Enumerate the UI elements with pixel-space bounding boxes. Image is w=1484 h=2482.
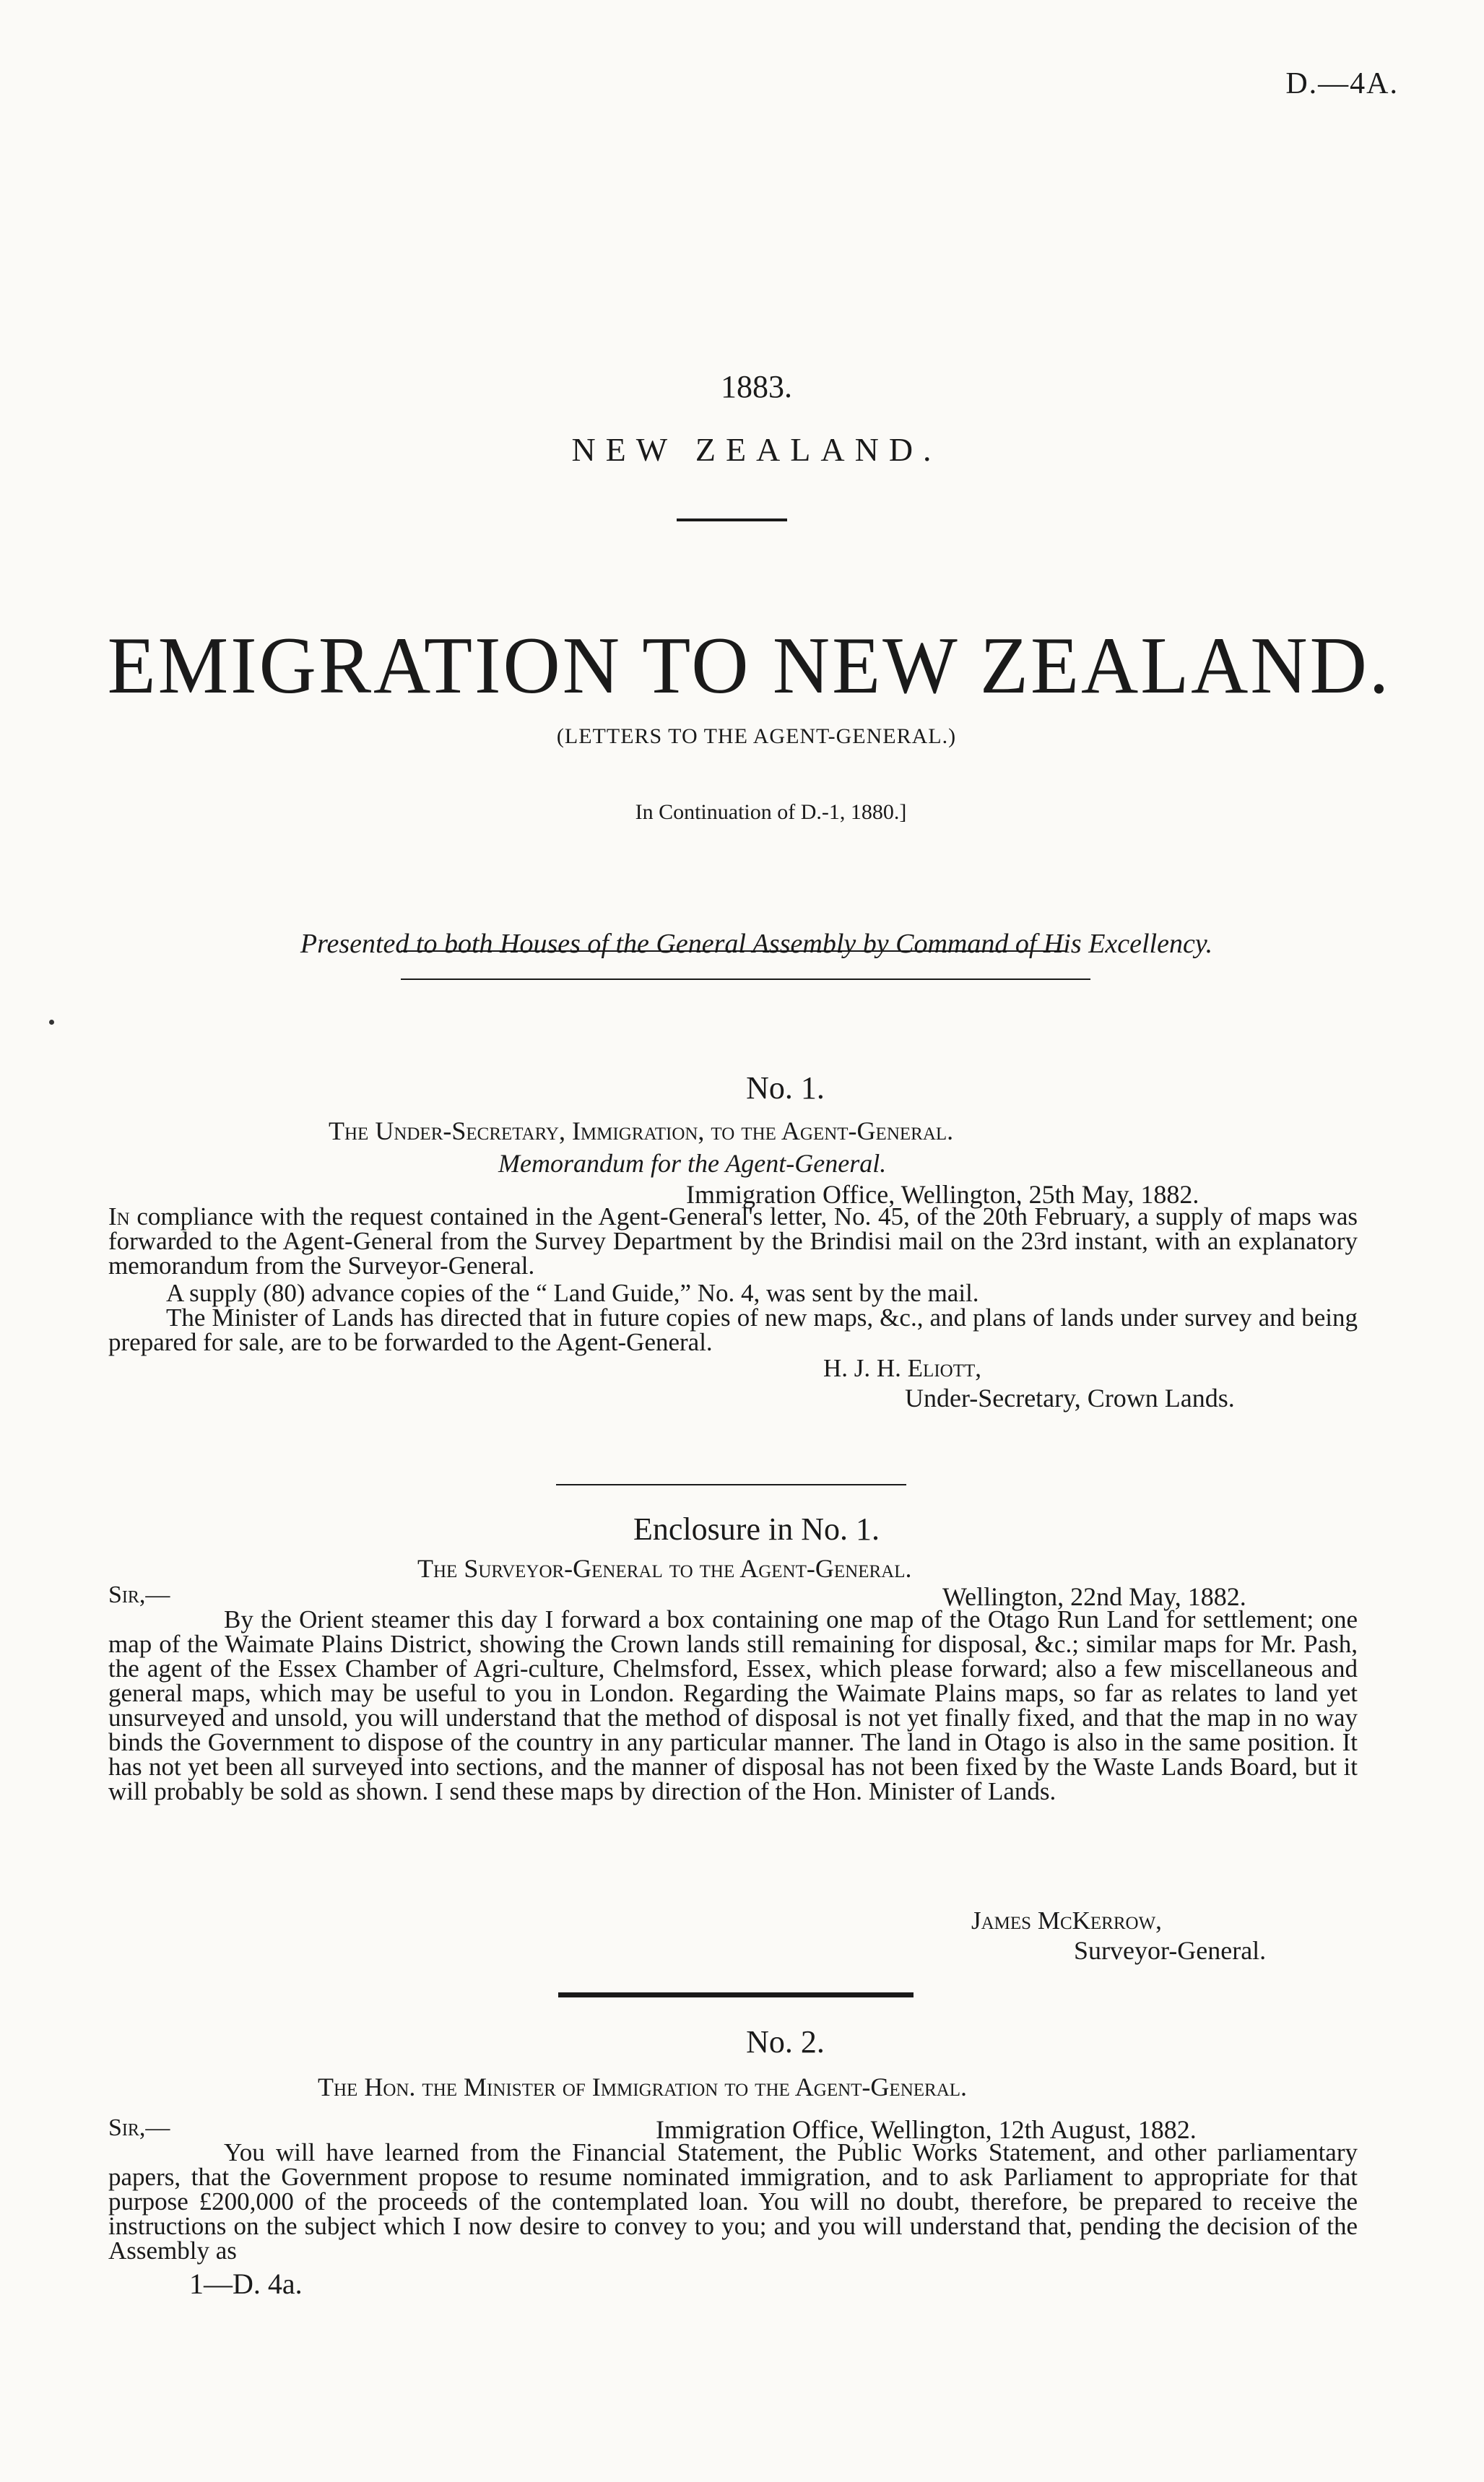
presented-statement: Presented to both Houses of the General Assembly by Command of His Excellency. xyxy=(300,929,1213,959)
document-subtitle: (LETTERS TO THE AGENT-GENERAL.) xyxy=(556,724,957,748)
letter-1-paragraph-2: A supply (80) advance copies of the “ Land Guide,” No. 4, was sent by the mail. xyxy=(166,1279,979,1307)
drop-word: In xyxy=(108,1202,130,1231)
year: 1883. xyxy=(721,369,792,404)
letter-2-salutation: Sir,— xyxy=(108,2114,170,2141)
letter-1-paragraph-1-text: compliance with the request contained in the Agent-General's letter, No. 45, of the 20th February, a supply of maps was forwarded to the Agent-General from the Survey Department by the Brindisi mail on the 23rd instant, with an explanatory memorandum from the Surveyor-General. xyxy=(108,1202,1358,1280)
speck xyxy=(49,1020,54,1025)
enclosure-from-to: The Surveyor-General to the Agent-General. xyxy=(417,1554,912,1583)
short-rule xyxy=(677,518,787,521)
letter-2-number: No. 2. xyxy=(746,2024,825,2060)
enclosure-signature-name: James McKerrow, xyxy=(971,1906,1162,1935)
country-heading: NEW ZEALAND. xyxy=(571,431,942,468)
continuation-note: In Continuation of D.-1, 1880.] xyxy=(635,800,907,824)
enclosure-salutation: Sir,— xyxy=(108,1581,170,1608)
letter-1-number: No. 1. xyxy=(746,1070,825,1106)
rule-below-presented xyxy=(401,979,1090,980)
letter-1-from-to: The Under-Secretary, Immigration, to the Agent-General. xyxy=(329,1116,954,1145)
letter-1-dateline: Immigration Office, Wellington, 25th May, 1882. xyxy=(686,1180,1199,1209)
letter-1-signature-name: H. J. H. Eliott, xyxy=(823,1354,981,1382)
letter-1-paragraph-1 xyxy=(108,1202,1358,1280)
page-signature-mark: 1—D. 4a. xyxy=(189,2268,303,2300)
letter-2-dateline: Immigration Office, Wellington, 12th August, 1882. xyxy=(656,2115,1197,2144)
page-reference: D.—4A. xyxy=(1285,67,1399,100)
letter-1-memo-heading: Memorandum for the Agent-General. xyxy=(498,1149,887,1178)
divider-2 xyxy=(558,1992,914,1997)
letter-1-paragraph-3: The Minister of Lands has directed that in future copies of new maps, &c., and plans of lands under survey and being prepared for sale, are to be forwarded to the Agent-General. xyxy=(108,1303,1358,1356)
enclosure-signature-title: Surveyor-General. xyxy=(1074,1936,1267,1965)
enclosure-dateline: Wellington, 22nd May, 1882. xyxy=(942,1582,1246,1611)
document-title: EMIGRATION TO NEW ZEALAND. xyxy=(107,621,1392,711)
letter-2-from-to: The Hon. the Minister of Immigration to the Agent-General. xyxy=(318,2073,968,2101)
enclosure-paragraph: By the Orient steamer this day I forward a box containing one map of the Otago Run Land for settlement; one map of the Waimate Plains District, showing the Crown lands still remaining for disposal, &c.; similar maps for Mr. Pash, the agent of the Essex Chamber of Agri-culture, Chelmsford, Essex, which please forward; also a few miscellaneous and general maps, which may be useful to you in London. Regarding the Waimate Plains maps, so far as relates to land yet unsurveyed and unsold, you will understand that the method of disposal is not yet finally fixed, and that the map in no way binds the Government to dispose of the country in any particular manner. The land in Otago is also in the same position. It has not yet been all surveyed into sections, and the manner of disposal has not been fixed by the Waste Lands Board, but it will probably be sold as shown. I send these maps by direction of the Hon. Minister of Lands. xyxy=(108,1605,1358,1805)
enclosure-heading: Enclosure in No. 1. xyxy=(633,1511,880,1547)
letter-1-signature-title: Under-Secretary, Crown Lands. xyxy=(905,1384,1235,1413)
letter-2-paragraph: You will have learned from the Financial Statement, the Public Works Statement, and other parliamentary papers, that the Government propose to resume nominated immigration, and to ask Parliament to appropriate for that purpose £200,000 of the proceeds of the contemplated loan. You will no doubt, therefore, be prepared to receive the instructions on the subject which I now desire to convey to you; and you will understand that, pending the decision of the Assembly as xyxy=(108,2138,1358,2265)
divider-1 xyxy=(556,1484,906,1485)
